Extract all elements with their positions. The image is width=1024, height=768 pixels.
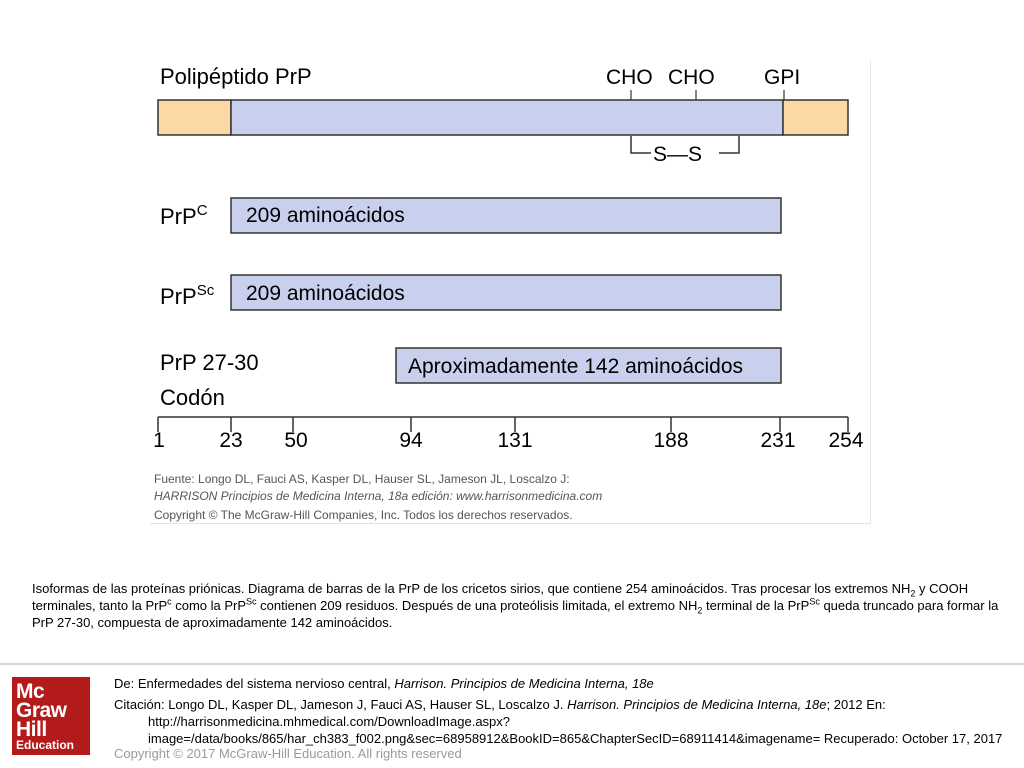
- mature-protein-segment: [231, 100, 783, 135]
- source-de-text: De: Enfermedades del sistema nervioso central,: [114, 676, 395, 691]
- disulfide-bracket-right: [719, 136, 739, 153]
- figure-source: [154, 472, 602, 522]
- codon-tick-labels: [153, 429, 864, 452]
- logo-text: Hill: [16, 718, 47, 741]
- codon-label-1: 1: [153, 429, 165, 452]
- figure-caption: [32, 580, 1002, 631]
- caption-text: Isoformas de las proteínas priónicas. Diagrama de barras de la PrP de los cricetos sirios, que contiene 254 aminoácidos. Tras procesar los extremos NH: [32, 581, 911, 596]
- diagram-title: Polipéptido PrP: [160, 64, 312, 89]
- source-block: [114, 675, 1014, 751]
- caption-text: contienen 209 residuos. Después de una proteólisis limitada, el extremo NH: [256, 598, 698, 613]
- mcgraw-hill-logo: [12, 677, 90, 755]
- codon-axis-label: Codón: [160, 385, 225, 410]
- caption-superscript: c: [167, 596, 172, 607]
- prp2730-label: PrP 27-30: [160, 350, 259, 375]
- logo-text: Education: [16, 738, 75, 752]
- codon-label-23: 23: [219, 429, 243, 452]
- figure-source-line-3: Copyright © The McGraw-Hill Companies, Inc. Todos los derechos reservados.: [154, 508, 573, 522]
- source-de: [114, 675, 1014, 692]
- caption-text: terminal de la PrP: [702, 598, 810, 613]
- caption-superscript: Sc: [246, 596, 257, 607]
- caption-superscript: Sc: [809, 596, 820, 607]
- source-citation: [114, 696, 1014, 747]
- caption-text: y COOH terminales, tanto la PrP: [32, 581, 969, 613]
- codon-label-231: 231: [760, 429, 796, 452]
- disulfide-label: S—S: [653, 143, 703, 166]
- caption-subscript: 2: [910, 588, 916, 599]
- logo-text: Mc: [16, 680, 45, 703]
- prion-protein-diagram: [150, 60, 871, 524]
- citation-book: Harrison. Principios de Medicina Interna, 18e: [567, 697, 827, 712]
- prp2730-bar-label: Aproximadamente 142 aminoácidos: [408, 355, 744, 378]
- cho-label-2: CHO: [668, 66, 715, 89]
- c-terminal-signal-segment: [783, 100, 848, 135]
- figure-source-line-2: HARRISON Principios de Medicina Interna, 18a edición: www.harrisonmedicina.com: [154, 489, 603, 503]
- copyright-notice: Copyright © 2017 McGraw-Hill Education. All rights reserved: [114, 746, 462, 761]
- source-de-book: Harrison. Principios de Medicina Interna, 18e: [394, 676, 654, 691]
- prpsc-label: PrP$^{Sc}$: [160, 282, 215, 309]
- codon-label-50: 50: [284, 429, 308, 452]
- citation-authors: Citación: Longo DL, Kasper DL, Jameson J, Fauci AS, Hauser SL, Loscalzo J: [114, 697, 560, 712]
- diagram-canvas: [150, 60, 870, 523]
- logo-text: Graw: [16, 699, 67, 722]
- codon-label-188: 188: [653, 429, 689, 452]
- citation-rest: ; 2012 En: http://harrisonmedicina.mhmedical.com/DownloadImage.aspx?image=/data/books/865/har_ch383_f002.png&sec=68958912&BookID=865&ChapterSecID=68911414&imagename= Recuperado: October 17, 2017: [148, 697, 1003, 746]
- prpc-bar-label: 209 aminoácidos: [246, 204, 405, 227]
- codon-label-254: 254: [828, 429, 864, 452]
- figure-source-line-1: Fuente: Longo DL, Fauci AS, Kasper DL, Hauser SL, Jameson JL, Loscalzo J:: [154, 472, 570, 486]
- codon-label-131: 131: [497, 429, 533, 452]
- caption-subscript: 2: [697, 605, 703, 616]
- citation-separator: .: [559, 697, 568, 712]
- footer-divider: [0, 663, 1024, 665]
- cho-label-1: CHO: [606, 66, 653, 89]
- n-terminal-signal-segment: [158, 100, 231, 135]
- disulfide-bracket-left: [631, 136, 651, 153]
- prpc-label: PrP$^C$: [160, 202, 208, 229]
- codon-label-94: 94: [399, 429, 423, 452]
- gpi-label: GPI: [764, 66, 801, 89]
- caption-text: queda truncado para formar la PrP 27-30, compuesta de aproximadamente 142 aminoácidos.: [32, 598, 999, 630]
- caption-text: como la PrP: [171, 598, 247, 613]
- prpsc-bar-label: 209 aminoácidos: [246, 282, 405, 305]
